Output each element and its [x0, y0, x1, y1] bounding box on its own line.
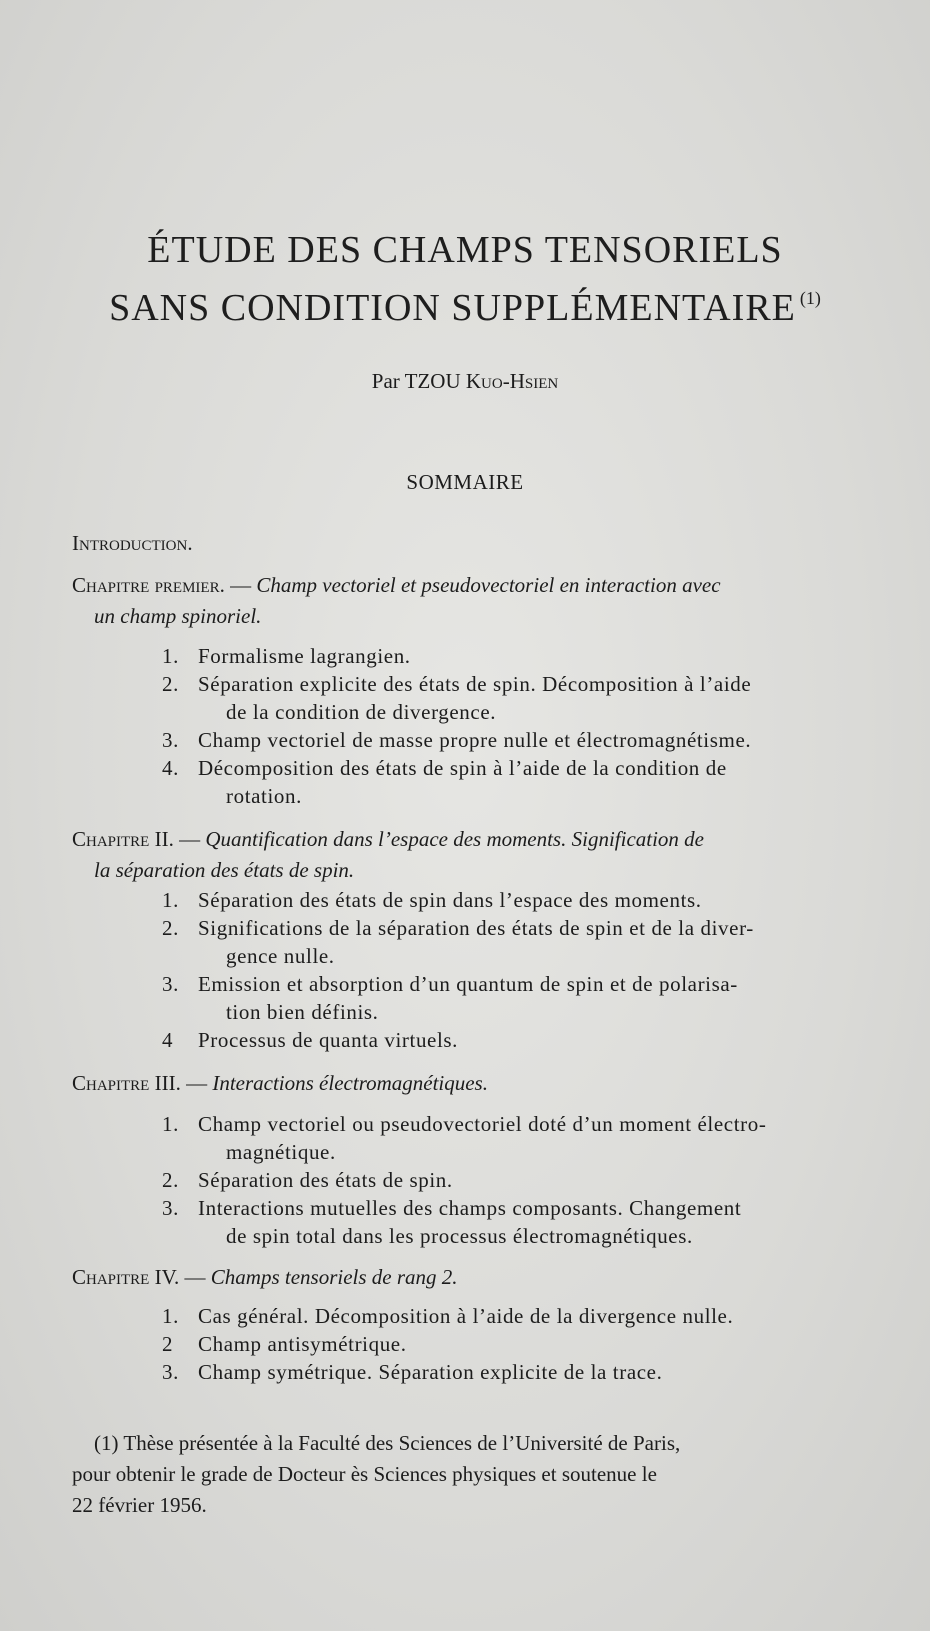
chapter-2-dash: —: [179, 827, 201, 851]
chapter-4-item-2: [162, 1330, 914, 1358]
chapter-2-item-4: [162, 1026, 914, 1054]
chapter-1-item-3: [162, 726, 914, 754]
footnote: [72, 1428, 914, 1521]
item-number: 3.: [162, 1196, 179, 1220]
item-number: 2.: [162, 1168, 179, 1192]
chapter-3-item-3: [162, 1194, 914, 1250]
item-text: Emission et absorption d’un quantum de spin et de polarisa-: [198, 972, 738, 996]
chapter-4-item-3: [162, 1358, 914, 1386]
chapter-1-item-2: [162, 670, 914, 726]
chapter-3-title-line1: Interactions électromagnétiques.: [212, 1071, 488, 1095]
chapter-3-item-2: [162, 1166, 914, 1194]
item-text: Champ vectoriel ou pseudovectoriel doté d’un moment électro-: [198, 1112, 767, 1136]
chapter-4-label: Chapitre IV.: [72, 1265, 180, 1289]
title-line-1: ÉTUDE DES CHAMPS TENSORIELS: [147, 229, 783, 271]
item-number: 1.: [162, 1304, 179, 1328]
item-text-cont: tion bien définis.: [226, 1000, 379, 1024]
summary-heading: SOMMAIRE: [406, 470, 524, 494]
item-number: 1.: [162, 1112, 179, 1136]
item-text-cont: rotation.: [226, 784, 302, 808]
chapter-1-heading: [72, 570, 914, 632]
chapter-1-label: Chapitre premier.: [72, 573, 225, 597]
author-name-smallcaps: Kuo-Hsien: [465, 369, 559, 393]
chapter-3-label: Chapitre III.: [72, 1071, 181, 1095]
item-text: Champ antisymétrique.: [198, 1332, 407, 1356]
chapter-2-heading: [72, 824, 914, 886]
item-number: 2: [162, 1332, 174, 1356]
item-number: 2.: [162, 672, 179, 696]
title-line-2: [0, 286, 930, 330]
item-text-cont: magnétique.: [226, 1140, 336, 1164]
item-text: Significations de la séparation des états de spin et de la diver-: [198, 916, 754, 940]
item-text: Processus de quanta virtuels.: [198, 1028, 459, 1052]
footnote-text-1: Thèse présentée à la Faculté des Sciences de l’Université de Paris,: [123, 1431, 681, 1455]
item-number: 1.: [162, 888, 179, 912]
item-text-cont: de la condition de divergence.: [226, 700, 497, 724]
item-text: Champ vectoriel de masse propre nulle et électromagnétisme.: [198, 728, 752, 752]
item-number: 2.: [162, 916, 179, 940]
title-footnote-mark: (1): [799, 288, 821, 308]
footnote-line-3: 22 février 1956.: [72, 1493, 207, 1517]
title-line-2-text: SANS CONDITION SUPPLÉMENTAIRE: [109, 287, 796, 329]
footnote-line-2: pour obtenir le grade de Docteur ès Sciences physiques et soutenue le: [72, 1462, 657, 1486]
item-text-cont: gence nulle.: [226, 944, 335, 968]
chapter-3-heading: [72, 1068, 914, 1099]
chapter-2-item-1: [162, 886, 914, 914]
author-name: TZOU: [404, 369, 461, 393]
item-text: Champ symétrique. Séparation explicite de la trace.: [198, 1360, 663, 1384]
chapter-3-item-1: [162, 1110, 914, 1166]
chapter-1-item-4: [162, 754, 914, 810]
chapter-1-item-1: [162, 642, 914, 670]
item-number: 4.: [162, 756, 179, 780]
footnote-mark: (1): [94, 1431, 119, 1455]
item-number: 3.: [162, 1360, 179, 1384]
item-text: Décomposition des états de spin à l’aide de la condition de: [198, 756, 727, 780]
item-text: Cas général. Décomposition à l’aide de la divergence nulle.: [198, 1304, 734, 1328]
chapter-4-heading: [72, 1262, 914, 1293]
chapter-1-title-line1: Champ vectoriel et pseudovectoriel en interaction avec: [256, 573, 721, 597]
chapter-2-label: Chapitre II.: [72, 827, 174, 851]
chapter-2-item-3: [162, 970, 914, 1026]
chapter-3-dash: —: [186, 1071, 208, 1095]
item-text: Séparation des états de spin.: [198, 1168, 453, 1192]
chapter-4-dash: —: [184, 1265, 206, 1289]
chapter-4-item-1: [162, 1302, 914, 1330]
item-number: 4: [162, 1028, 174, 1052]
chapter-2-title-line2: la séparation des états de spin.: [94, 858, 355, 882]
introduction-heading: Introduction.: [72, 531, 193, 555]
item-text: Interactions mutuelles des champs composants. Changement: [198, 1196, 742, 1220]
author-line: [0, 369, 930, 394]
item-number: 3.: [162, 972, 179, 996]
item-text: Formalisme lagrangien.: [198, 644, 411, 668]
chapter-2-title-line1: Quantification dans l’espace des moments. Signification de: [205, 827, 705, 851]
chapter-1-dash: —: [230, 573, 252, 597]
item-text: Séparation des états de spin dans l’espace des moments.: [198, 888, 702, 912]
chapter-4-title-line1: Champs tensoriels de rang 2.: [210, 1265, 458, 1289]
item-number: 3.: [162, 728, 179, 752]
item-text: Séparation explicite des états de spin. Décomposition à l’aide: [198, 672, 752, 696]
item-text-cont: de spin total dans les processus électromagnétiques.: [226, 1224, 693, 1248]
item-number: 1.: [162, 644, 179, 668]
footnote-line-1: [72, 1428, 914, 1459]
chapter-2-item-2: [162, 914, 914, 970]
chapter-1-title-line2: un champ spinoriel.: [94, 604, 262, 628]
author-prefix: Par: [371, 369, 400, 393]
